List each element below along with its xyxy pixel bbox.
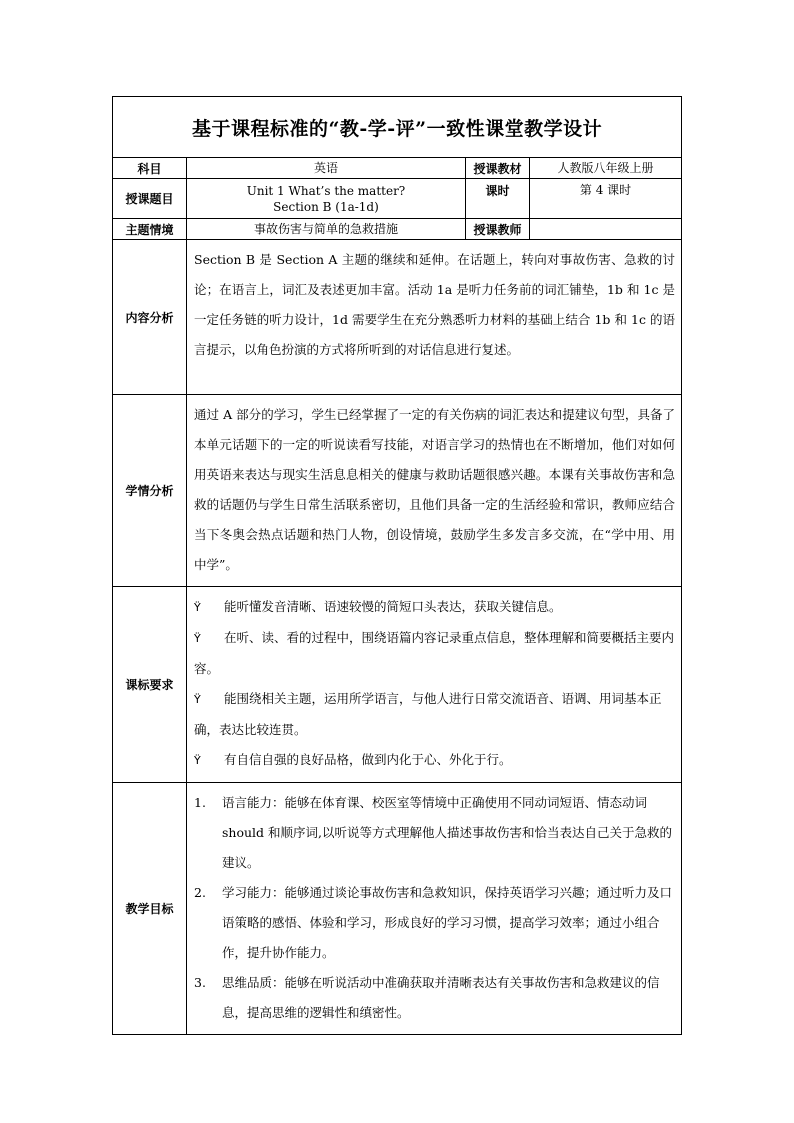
objective-item: 2. 学习能力：能够通过谈论事故伤害和急救知识，保持英语学习兴趣；通过听力及口语策略的感悟、体验和学习，形成良好的学习习惯，提高学习效率；通过小组合作，提升协作能力。 <box>194 885 673 960</box>
standard-item: Ÿ 有自信自强的良好品格，做到内化于心、外化于行。 <box>194 745 675 776</box>
bullet-icon: Ÿ <box>194 632 201 645</box>
content-analysis-label: 内容分析 <box>113 240 187 395</box>
learner-analysis-text: 通过 A 部分的学习，学生已经掌握了一定的有关伤病的词汇表达和提建议句型，具备了本单元话题下的一定的听说读看写技能，对语言学习的热情也在不断增加，他们对如何用英语来表达与现实生活息息相关的健康与救助话题很感兴趣。本课有关事故伤害和急救的话题仍与学生日常生活联系密切，且他们具备一定的生活经验和常识，教师应结合当下冬奥会热点话题和热门人物，创设情境，鼓励学生多发言多交流，在“学中用、用中学”。 <box>194 407 676 572</box>
topic-line-2: Section B (1a-1d) <box>273 199 379 214</box>
lesson-plan-table <box>112 96 682 1035</box>
theme-value: 事故伤害与简单的急救措施 <box>187 219 466 240</box>
bullet-icon: Ÿ <box>194 693 201 706</box>
teacher-value <box>530 219 682 240</box>
learner-analysis-cell <box>187 395 682 587</box>
document-title: 基于课程标准的“教-学-评”一致性课堂教学设计 <box>113 97 682 158</box>
teacher-label: 授课教师 <box>466 219 530 240</box>
standard-item: Ÿ 能围绕相关主题，运用所学语言，与他人进行日常交流语音、语调、用词基本正确，表达比较连贯。 <box>194 684 675 745</box>
content-analysis-cell <box>187 240 682 395</box>
topic-label: 授课题目 <box>113 179 187 219</box>
textbook-value: 人教版八年级上册 <box>530 158 682 179</box>
bullet-icon: Ÿ <box>194 754 201 767</box>
objectives-label: 教学目标 <box>113 783 187 1035</box>
topic-line-1: Unit 1 What’s the matter? <box>246 183 406 198</box>
period-label: 课时 <box>466 179 530 219</box>
bullet-icon: Ÿ <box>194 601 201 614</box>
topic-value <box>187 179 466 219</box>
theme-label: 主题情境 <box>113 219 187 240</box>
content-analysis-text: Section B 是 Section A 主题的继续和延伸。在话题上，转向对事故伤害、急救的讨论；在语言上，词汇及表述更加丰富。活动 1a 是听力任务前的词汇铺垫，1b 和 1c 是一定任务链的听力设计，1d 需要学生在充分熟悉听力材料的基础上结合 1b 和 1c 的语言提示，以角色扮演的方式将所听到的对话信息进行复述。 <box>194 252 676 357</box>
subject-label: 科目 <box>113 158 187 179</box>
period-value: 第 4 课时 <box>530 179 682 219</box>
objective-item: 1. 语言能力：能够在体育课、校医室等情境中正确使用不同动词短语、情态动词 should 和顺序词,以听说等方式理解他人描述事故伤害和恰当表达自己关于急救的建议。 <box>194 795 672 870</box>
standards-label: 课标要求 <box>113 587 187 783</box>
objective-item: 3. 思维品质：能够在听说活动中准确获取并清晰表达有关事故伤害和急救建议的信息，提高思维的逻辑性和缜密性。 <box>194 975 660 1020</box>
objectives-cell <box>187 783 682 1035</box>
textbook-label: 授课教材 <box>466 158 530 179</box>
standards-cell <box>187 587 682 783</box>
standard-item: Ÿ 能听懂发音清晰、语速较慢的简短口头表达，获取关键信息。 <box>194 592 675 623</box>
subject-value: 英语 <box>187 158 466 179</box>
standard-item: Ÿ 在听、读、看的过程中，围绕语篇内容记录重点信息，整体理解和简要概括主要内容。 <box>194 623 675 684</box>
learner-analysis-label: 学情分析 <box>113 395 187 587</box>
